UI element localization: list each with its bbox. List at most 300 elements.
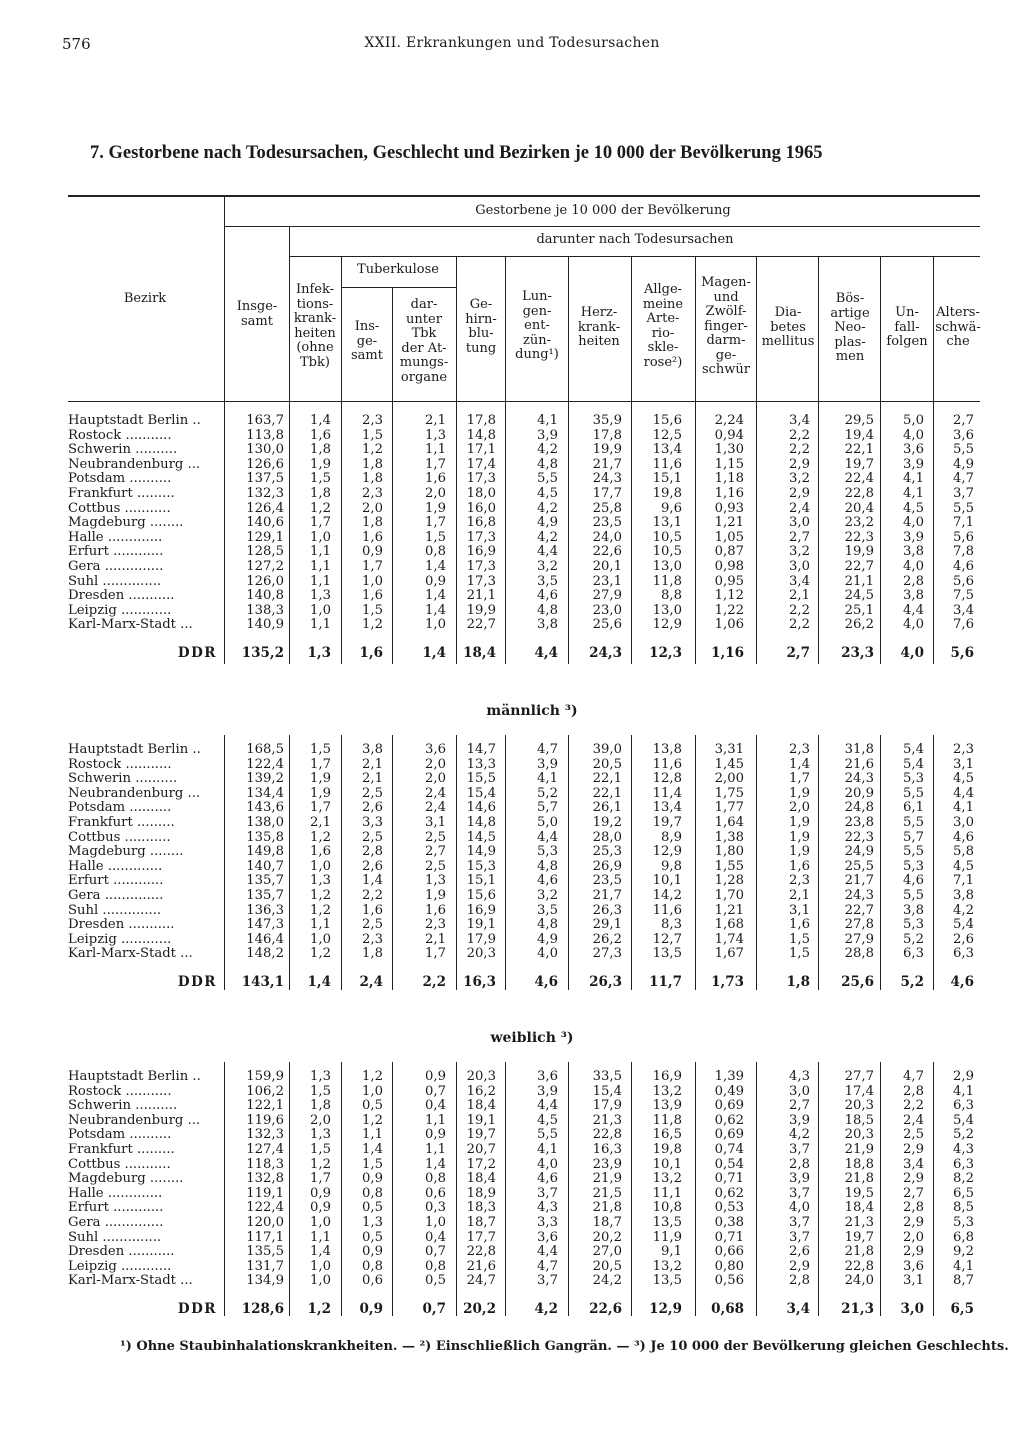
value-cell: 2,3 (953, 743, 974, 757)
value-cell: 4,6 (950, 974, 974, 990)
value-cell: 21,3 (592, 1113, 622, 1128)
bezirk-cell: Halle ............. (68, 859, 163, 874)
value-cell: 5,5 (903, 888, 924, 903)
table-row (68, 889, 980, 904)
value-cell: 119,6 (246, 1113, 284, 1128)
value-cell: 2,9 (903, 1215, 924, 1230)
value-cell: 1,3 (310, 874, 331, 889)
value-cell: 11,9 (652, 1230, 682, 1245)
value-cell: 1,21 (714, 903, 744, 918)
value-cell: 22,8 (844, 1259, 874, 1274)
value-cell: 1,6 (310, 845, 331, 860)
value-cell: 23,1 (592, 574, 622, 589)
value-cell: 4,1 (903, 486, 924, 501)
value-cell: 10,1 (652, 1157, 682, 1172)
value-cell: 137,5 (246, 472, 284, 487)
value-cell: 22,4 (844, 472, 874, 487)
value-cell: 21,8 (844, 1245, 874, 1260)
value-cell: 21,5 (592, 1186, 622, 1201)
value-cell: 6,8 (953, 1230, 974, 1245)
value-cell: 0,8 (362, 1186, 383, 1201)
value-cell: 21,9 (844, 1142, 874, 1157)
value-cell: 1,8 (362, 457, 383, 472)
value-cell: 3,0 (953, 815, 974, 830)
value-cell: 24,0 (592, 530, 622, 545)
value-cell: 4,0 (900, 645, 924, 661)
table-title: 7. Gestorbene nach Todesursachen, Geschlecht und Bezirken je 10 000 der Bevölkerung 1965 (90, 143, 823, 163)
value-cell: 5,0 (903, 414, 924, 428)
value-cell: 1,4 (425, 559, 446, 574)
bezirk-cell: Rostock ........... (68, 428, 172, 443)
table-row (68, 443, 980, 458)
value-cell: 3,2 (789, 545, 810, 560)
value-cell: 5,3 (953, 1215, 974, 1230)
bezirk-cell: Potsdam .......... (68, 472, 172, 487)
value-cell: 1,0 (310, 932, 331, 947)
value-cell: 122,1 (246, 1099, 284, 1114)
value-cell: 2,7 (903, 1186, 924, 1201)
value-cell: 1,6 (425, 903, 446, 918)
value-cell: 1,3 (310, 1128, 331, 1143)
value-cell: 1,5 (310, 1142, 331, 1157)
value-cell: 13,3 (466, 757, 496, 772)
value-cell: 25,6 (841, 974, 874, 990)
value-cell: 1,1 (362, 1128, 383, 1143)
value-cell: 4,0 (537, 947, 558, 962)
value-cell: 24,9 (844, 845, 874, 860)
value-cell: 19,9 (466, 603, 496, 618)
value-cell: 1,9 (425, 501, 446, 516)
value-cell: 27,0 (592, 1245, 622, 1260)
value-cell: 1,5 (362, 428, 383, 443)
table-row (68, 874, 980, 889)
value-cell: 1,1 (310, 574, 331, 589)
bezirk-cell: Rostock ........... (68, 1084, 172, 1099)
value-cell: 4,8 (537, 457, 558, 472)
value-cell: 26,2 (592, 932, 622, 947)
bezirk-cell: DDR (177, 645, 217, 661)
value-cell: 1,4 (425, 1157, 446, 1172)
value-cell: 24,0 (844, 1274, 874, 1289)
value-cell: 12,9 (649, 1301, 682, 1317)
footnote: ¹) Ohne Staubinhalationskrankheiten. — ²) Einschließlich Gangrän. — ³) Je 10 000 der Bevölkerung gleichen Geschlechts. (120, 1339, 1009, 1354)
value-cell: 18,4 (466, 1099, 496, 1114)
value-cell: 3,7 (537, 1186, 558, 1201)
bezirk-cell: Gera .............. (68, 1215, 164, 1230)
value-cell: 5,5 (903, 815, 924, 830)
value-cell: 0,56 (714, 1274, 744, 1289)
value-cell: 2,5 (362, 786, 383, 801)
value-cell: 1,3 (425, 428, 446, 443)
value-cell: 1,4 (789, 757, 810, 772)
header-col-magengeschwuer: Magen- und Zwölf- finger- darm- ge- schwür (701, 275, 751, 377)
value-cell: 1,8 (362, 472, 383, 487)
value-cell: 1,4 (310, 1245, 331, 1260)
value-cell: 1,2 (310, 903, 331, 918)
value-cell: 23,8 (844, 815, 874, 830)
value-cell: 1,1 (310, 559, 331, 574)
value-cell: 1,5 (425, 530, 446, 545)
value-cell: 19,2 (592, 815, 622, 830)
value-cell: 0,8 (425, 545, 446, 560)
value-cell: 2,2 (789, 428, 810, 443)
value-cell: 2,3 (425, 918, 446, 933)
value-cell: 29,1 (592, 918, 622, 933)
value-cell: 24,3 (592, 472, 622, 487)
value-cell: 17,7 (466, 1230, 496, 1245)
table-row (68, 1114, 980, 1129)
header-darunter: darunter nach Todesursachen (536, 232, 734, 247)
value-cell: 4,1 (537, 414, 558, 428)
value-cell: 2,5 (362, 830, 383, 845)
value-cell: 2,1 (362, 757, 383, 772)
value-cell: 4,5 (953, 859, 974, 874)
value-cell: 5,4 (953, 1113, 974, 1128)
value-cell: 3,6 (903, 443, 924, 458)
value-cell: 128,5 (246, 545, 284, 560)
value-cell: 1,0 (310, 530, 331, 545)
value-cell: 14,9 (466, 845, 496, 860)
table-row (68, 904, 980, 919)
value-cell: 126,0 (246, 574, 284, 589)
value-cell: 140,9 (246, 618, 284, 633)
table-row (68, 1187, 980, 1202)
bezirk-cell: Erfurt ............ (68, 545, 164, 560)
value-cell: 4,8 (537, 603, 558, 618)
value-cell: 3,4 (789, 574, 810, 589)
value-cell: 0,93 (714, 501, 744, 516)
value-cell: 1,0 (425, 618, 446, 633)
value-cell: 1,3 (310, 1070, 331, 1084)
value-cell: 5,2 (953, 1128, 974, 1143)
bezirk-cell: Hauptstadt Berlin .. (68, 414, 201, 428)
value-cell: 2,5 (425, 859, 446, 874)
value-cell: 4,5 (903, 501, 924, 516)
value-cell: 18,5 (844, 1113, 874, 1128)
table-row (68, 618, 980, 633)
value-cell: 1,1 (425, 1113, 446, 1128)
value-cell: 2,8 (903, 1084, 924, 1099)
header-col-herzkrankheiten: Herz- krank- heiten (577, 305, 621, 349)
section-heading-maennlich: männlich ³) (486, 703, 578, 719)
value-cell: 1,4 (310, 414, 331, 428)
value-cell: 23,5 (592, 874, 622, 889)
value-cell: 2,2 (789, 603, 810, 618)
value-cell: 0,7 (422, 1301, 446, 1317)
value-cell: 140,6 (246, 516, 284, 531)
value-cell: 22,3 (844, 830, 874, 845)
value-cell: 3,8 (903, 589, 924, 604)
value-cell: 25,8 (592, 501, 622, 516)
table-row (68, 758, 980, 773)
table-row (68, 1099, 980, 1114)
value-cell: 1,9 (425, 888, 446, 903)
value-cell: 27,9 (844, 932, 874, 947)
value-cell: 23,3 (841, 645, 874, 661)
value-cell: 4,6 (534, 974, 558, 990)
value-cell: 2,2 (789, 618, 810, 633)
value-cell: 120,0 (246, 1215, 284, 1230)
bezirk-cell: Schwerin .......... (68, 772, 178, 787)
value-cell: 3,9 (537, 1084, 558, 1099)
bezirk-cell: Gera .............. (68, 888, 164, 903)
data-table-maennlich (68, 743, 980, 990)
value-cell: 22,3 (844, 530, 874, 545)
value-cell: 0,62 (714, 1186, 744, 1201)
value-cell: 25,5 (844, 859, 874, 874)
header-col-gehirnblutung: Ge- hirn- blu- tung (465, 297, 497, 356)
value-cell: 3,6 (425, 743, 446, 757)
value-cell: 11,6 (652, 757, 682, 772)
bezirk-cell: Magdeburg ........ (68, 1172, 184, 1187)
table-row (68, 933, 980, 948)
value-cell: 0,71 (714, 1230, 744, 1245)
value-cell: 0,62 (714, 1113, 744, 1128)
value-cell: 7,6 (953, 618, 974, 633)
value-cell: 1,7 (310, 801, 331, 816)
value-cell: 1,1 (425, 443, 446, 458)
value-cell: 2,8 (789, 1274, 810, 1289)
value-cell: 0,7 (425, 1084, 446, 1099)
value-cell: 118,3 (246, 1157, 284, 1172)
value-cell: 119,1 (246, 1186, 284, 1201)
value-cell: 1,9 (789, 845, 810, 860)
value-cell: 13,8 (652, 743, 682, 757)
value-cell: 4,8 (537, 918, 558, 933)
value-cell: 20,7 (466, 1142, 496, 1157)
value-cell: 5,7 (903, 830, 924, 845)
value-cell: 17,4 (466, 457, 496, 472)
value-cell: 1,5 (789, 947, 810, 962)
value-cell: 0,9 (310, 1201, 331, 1216)
value-cell: 3,9 (537, 428, 558, 443)
value-cell: 3,0 (789, 1084, 810, 1099)
value-cell: 1,7 (425, 516, 446, 531)
value-cell: 22,7 (844, 559, 874, 574)
value-cell: 135,2 (241, 645, 284, 661)
value-cell: 17,3 (466, 472, 496, 487)
value-cell: 3,3 (537, 1215, 558, 1230)
value-cell: 0,54 (714, 1157, 744, 1172)
table-row (68, 1274, 980, 1289)
value-cell: 4,4 (534, 645, 558, 661)
value-cell: 0,7 (425, 1245, 446, 1260)
value-cell: 13,9 (652, 1099, 682, 1114)
value-cell: 19,5 (844, 1186, 874, 1201)
value-cell: 5,6 (950, 645, 974, 661)
value-cell: 4,6 (953, 559, 974, 574)
value-cell: 0,68 (711, 1301, 744, 1317)
value-cell: 18,0 (466, 486, 496, 501)
value-cell: 4,1 (953, 801, 974, 816)
value-cell: 20,5 (592, 757, 622, 772)
value-cell: 4,1 (953, 1084, 974, 1099)
value-cell: 1,1 (425, 1142, 446, 1157)
value-cell: 1,68 (714, 918, 744, 933)
bezirk-cell: Magdeburg ........ (68, 845, 184, 860)
value-cell: 4,7 (537, 1259, 558, 1274)
value-cell: 4,6 (903, 874, 924, 889)
value-cell: 2,8 (362, 845, 383, 860)
value-cell: 2,4 (789, 501, 810, 516)
value-cell: 5,3 (903, 918, 924, 933)
value-cell: 127,2 (246, 559, 284, 574)
value-cell: 18,8 (844, 1157, 874, 1172)
value-cell: 14,7 (466, 743, 496, 757)
value-cell: 19,1 (466, 918, 496, 933)
value-cell: 4,5 (537, 486, 558, 501)
value-cell: 5,3 (903, 859, 924, 874)
value-cell: 12,7 (652, 932, 682, 947)
bezirk-cell: DDR (177, 974, 217, 990)
value-cell: 2,2 (362, 888, 383, 903)
value-cell: 16,5 (652, 1128, 682, 1143)
table-row (68, 545, 980, 560)
value-cell: 9,6 (661, 501, 682, 516)
value-cell: 1,16 (711, 645, 744, 661)
value-cell: 1,1 (310, 545, 331, 560)
table-row (68, 1158, 980, 1173)
value-cell: 12,9 (652, 618, 682, 633)
value-cell: 1,1 (310, 1230, 331, 1245)
value-cell: 13,1 (652, 516, 682, 531)
value-cell: 4,0 (903, 428, 924, 443)
value-cell: 8,7 (953, 1274, 974, 1289)
value-cell: 3,5 (537, 903, 558, 918)
value-cell: 3,9 (903, 457, 924, 472)
value-cell: 18,7 (466, 1215, 496, 1230)
value-cell: 4,0 (537, 1157, 558, 1172)
value-cell: 6,3 (953, 1099, 974, 1114)
bezirk-cell: Halle ............. (68, 1186, 163, 1201)
spacer-row (68, 962, 980, 970)
value-cell: 4,4 (537, 830, 558, 845)
table-row (68, 947, 980, 962)
value-cell: 13,5 (652, 1215, 682, 1230)
value-cell: 2,6 (953, 932, 974, 947)
value-cell: 0,80 (714, 1259, 744, 1274)
value-cell: 4,2 (534, 1301, 558, 1317)
value-cell: 18,4 (463, 645, 496, 661)
value-cell: 14,2 (652, 888, 682, 903)
header-gestorbene: Gestorbene je 10 000 der Bevölkerung (475, 203, 731, 218)
value-cell: 3,7 (789, 1230, 810, 1245)
value-cell: 6,3 (953, 947, 974, 962)
value-cell: 19,7 (652, 815, 682, 830)
value-cell: 1,16 (714, 486, 744, 501)
value-cell: 1,70 (714, 888, 744, 903)
value-cell: 2,7 (953, 414, 974, 428)
page-number: 576 (62, 35, 91, 53)
value-cell: 2,9 (903, 1142, 924, 1157)
table-row (68, 1216, 980, 1231)
value-cell: 1,12 (714, 589, 744, 604)
value-cell: 1,7 (425, 947, 446, 962)
value-cell: 4,0 (789, 1201, 810, 1216)
value-cell: 12,8 (652, 772, 682, 787)
value-cell: 4,0 (903, 516, 924, 531)
value-cell: 17,2 (466, 1157, 496, 1172)
value-cell: 1,7 (310, 757, 331, 772)
value-cell: 19,8 (652, 1142, 682, 1157)
value-cell: 147,3 (246, 918, 284, 933)
value-cell: 4,4 (537, 1245, 558, 1260)
total-row (68, 970, 980, 990)
value-cell: 130,0 (246, 443, 284, 458)
value-cell: 1,7 (425, 457, 446, 472)
value-cell: 13,4 (652, 443, 682, 458)
value-cell: 4,6 (537, 874, 558, 889)
value-cell: 24,7 (466, 1274, 496, 1289)
table-row (68, 1260, 980, 1275)
bezirk-cell: Neubrandenburg ... (68, 457, 201, 472)
value-cell: 18,9 (466, 1186, 496, 1201)
value-cell: 15,4 (592, 1084, 622, 1099)
value-cell: 3,4 (953, 603, 974, 618)
bezirk-cell: Cottbus ........... (68, 830, 171, 845)
value-cell: 20,2 (463, 1301, 496, 1317)
bezirk-cell: Erfurt ............ (68, 1201, 164, 1216)
value-cell: 23,5 (592, 516, 622, 531)
value-cell: 1,0 (310, 859, 331, 874)
value-cell: 20,2 (592, 1230, 622, 1245)
value-cell: 5,5 (903, 845, 924, 860)
bezirk-cell: Erfurt ............ (68, 874, 164, 889)
value-cell: 3,1 (903, 1274, 924, 1289)
value-cell: 1,22 (714, 603, 744, 618)
value-cell: 27,8 (844, 918, 874, 933)
value-cell: 1,6 (425, 472, 446, 487)
value-cell: 17,8 (592, 428, 622, 443)
value-cell: 3,8 (537, 618, 558, 633)
bezirk-cell: Leipzig ............ (68, 603, 172, 618)
value-cell: 5,3 (903, 772, 924, 787)
value-cell: 25,3 (592, 845, 622, 860)
value-cell: 1,0 (425, 1215, 446, 1230)
value-cell: 22,8 (466, 1245, 496, 1260)
value-cell: 25,1 (844, 603, 874, 618)
value-cell: 9,2 (953, 1245, 974, 1260)
value-cell: 1,6 (362, 589, 383, 604)
value-cell: 1,2 (310, 888, 331, 903)
value-cell: 1,80 (714, 845, 744, 860)
value-cell: 4,2 (789, 1128, 810, 1143)
table-row (68, 560, 980, 575)
data-table-total (68, 414, 980, 661)
value-cell: 1,5 (310, 1084, 331, 1099)
value-cell: 0,98 (714, 559, 744, 574)
value-cell: 1,1 (310, 918, 331, 933)
header-vline (224, 197, 225, 401)
value-cell: 3,2 (789, 472, 810, 487)
spacer-row (68, 1289, 980, 1297)
data-table-weiblich (68, 1070, 980, 1317)
value-cell: 10,8 (652, 1201, 682, 1216)
bezirk-cell: Neubrandenburg ... (68, 786, 201, 801)
value-cell: 18,7 (592, 1215, 622, 1230)
bezirk-cell: Hauptstadt Berlin .. (68, 1070, 201, 1084)
value-cell: 13,5 (652, 947, 682, 962)
value-cell: 2,0 (425, 757, 446, 772)
header-tuberkulose: Tuberkulose (357, 262, 439, 277)
value-cell: 11,1 (652, 1186, 682, 1201)
bezirk-cell: DDR (177, 1301, 217, 1317)
table-row (68, 1070, 980, 1085)
value-cell: 126,6 (246, 457, 284, 472)
value-cell: 2,3 (789, 874, 810, 889)
value-cell: 159,9 (246, 1070, 284, 1084)
header-col-diabetes: Dia- betes mellitus (761, 305, 815, 349)
